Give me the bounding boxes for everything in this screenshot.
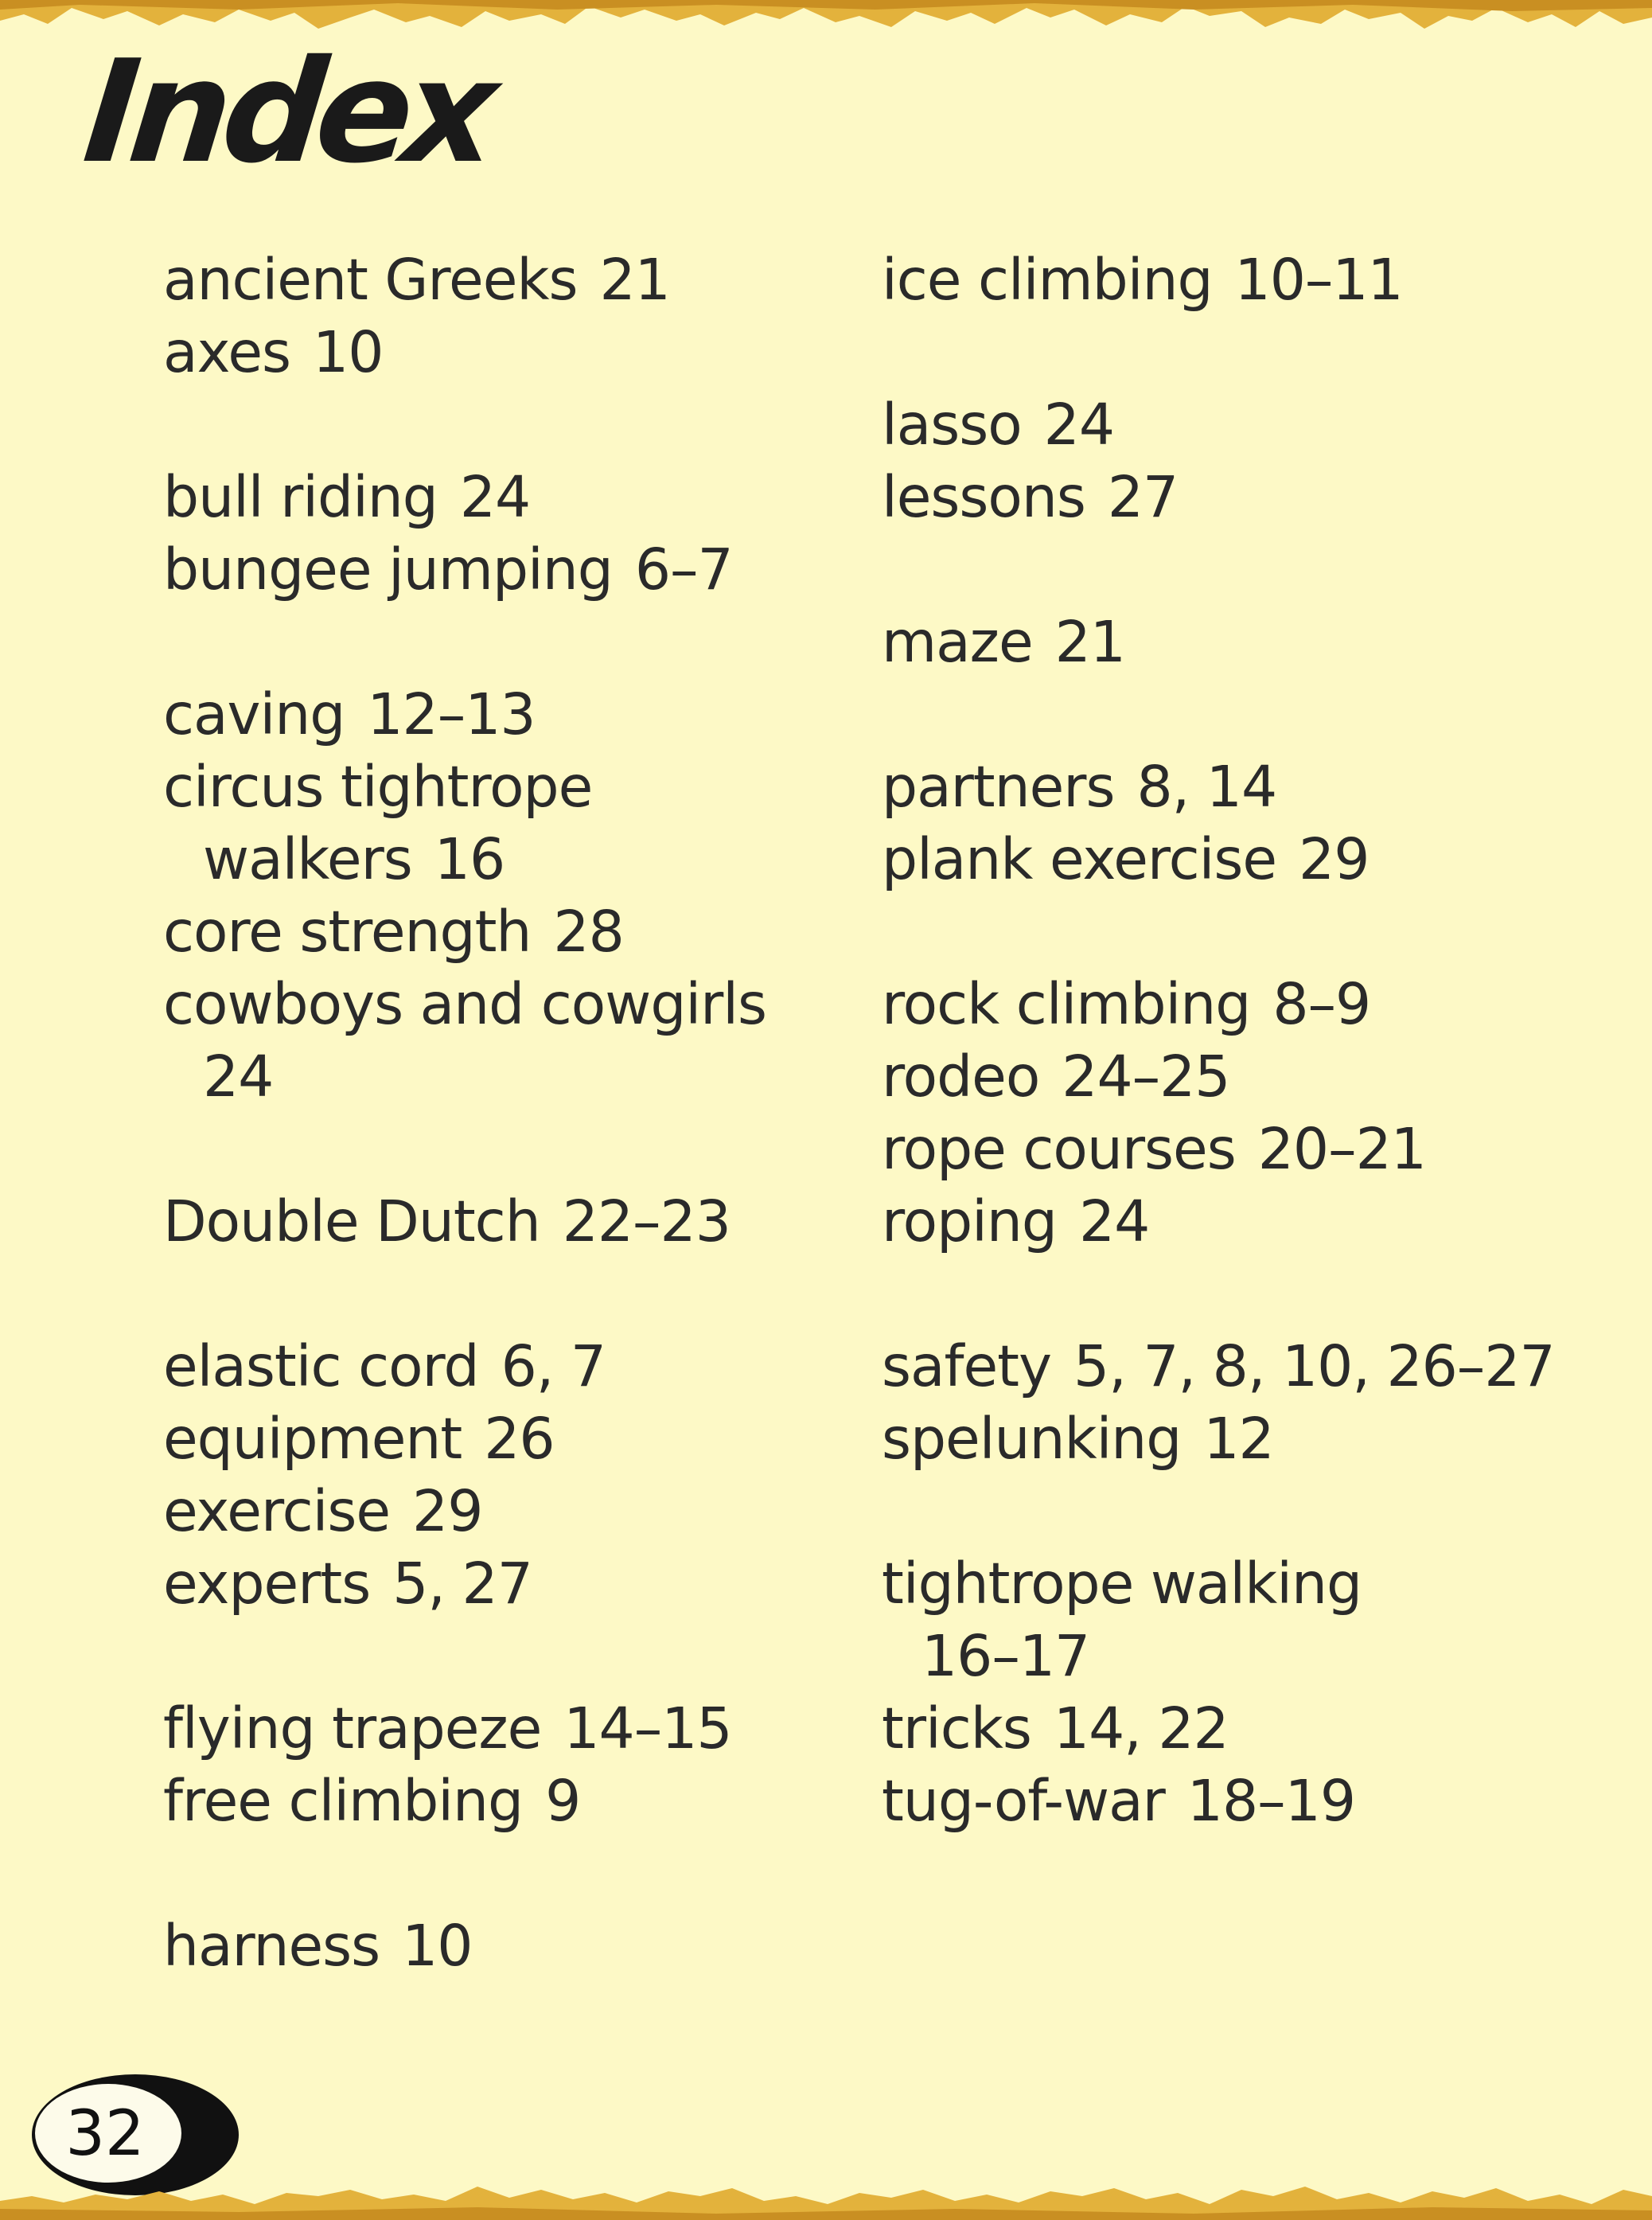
index-entry: safety 5, 7, 8, 10, 26–27 bbox=[882, 1333, 1555, 1399]
index-entry: equipment 26 bbox=[163, 1406, 555, 1472]
torn-bottom-edge bbox=[0, 2172, 1652, 2220]
index-entry: lasso 24 bbox=[882, 392, 1115, 458]
index-entry: harness 10 bbox=[163, 1913, 473, 1979]
index-left-column bbox=[163, 244, 766, 1982]
index-entry: caving 12–13 bbox=[163, 681, 536, 747]
index-entry: rope courses 20–21 bbox=[882, 1116, 1426, 1182]
index-right-column bbox=[882, 244, 1555, 1837]
index-entry: rock climbing 8–9 bbox=[882, 971, 1371, 1037]
index-entry: cowboys and cowgirls bbox=[163, 971, 767, 1037]
index-entry: tug-of-war 18–19 bbox=[882, 1768, 1355, 1834]
index-entry: lessons 27 bbox=[882, 464, 1179, 530]
index-entry: bungee jumping 6–7 bbox=[163, 536, 733, 603]
index-entry-continuation: walkers 16 bbox=[203, 826, 505, 892]
page-number: 32 bbox=[65, 2098, 145, 2170]
index-entry: exercise 29 bbox=[163, 1478, 483, 1544]
index-entry: spelunking 12 bbox=[882, 1406, 1274, 1472]
page-title: Index bbox=[77, 29, 497, 194]
index-entry: tricks 14, 22 bbox=[882, 1695, 1229, 1762]
index-entry: experts 5, 27 bbox=[163, 1551, 532, 1617]
index-entry: Double Dutch 22–23 bbox=[163, 1188, 731, 1254]
index-entry: flying trapeze 14–15 bbox=[163, 1695, 732, 1762]
index-entry: bull riding 24 bbox=[163, 464, 531, 530]
index-entry: free climbing 9 bbox=[163, 1768, 581, 1834]
index-entry: plank exercise 29 bbox=[882, 826, 1370, 892]
index-entry: roping 24 bbox=[882, 1188, 1150, 1254]
index-entry: maze 21 bbox=[882, 609, 1125, 675]
index-entry: rodeo 24–25 bbox=[882, 1044, 1230, 1110]
index-entry: ancient Greeks 21 bbox=[163, 247, 670, 313]
index-entry-continuation: 24 bbox=[203, 1044, 274, 1110]
index-entry: circus tightrope bbox=[163, 754, 593, 820]
index-entry: ice climbing 10–11 bbox=[882, 247, 1403, 313]
index-entry: elastic cord 6, 7 bbox=[163, 1333, 606, 1399]
index-entry: axes 10 bbox=[163, 319, 384, 385]
index-entry: core strength 28 bbox=[163, 899, 624, 965]
index-entry-continuation: 16–17 bbox=[921, 1623, 1090, 1689]
index-entry: tightrope walking bbox=[882, 1551, 1362, 1617]
index-entry: partners 8, 14 bbox=[882, 754, 1277, 820]
